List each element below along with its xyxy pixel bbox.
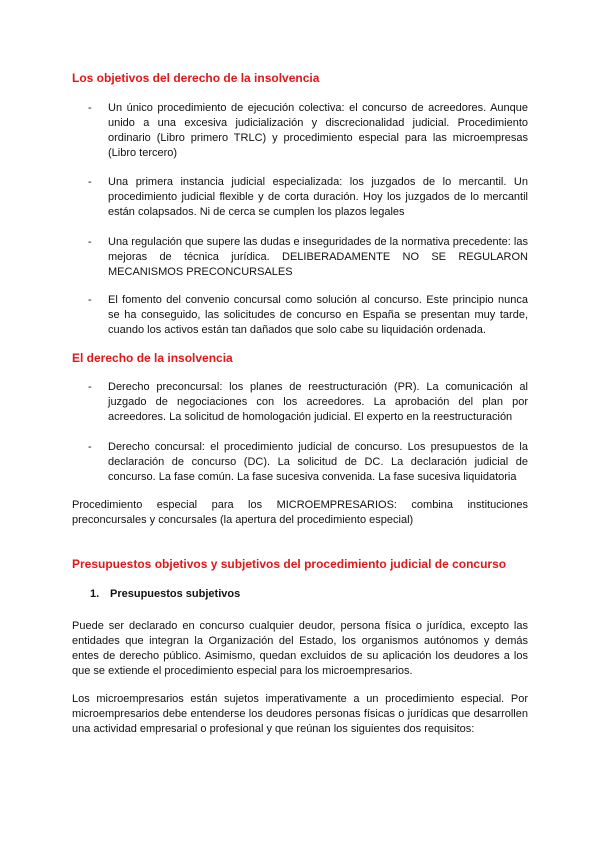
subheading-number: 1. xyxy=(90,588,100,600)
list-dash: - xyxy=(88,102,92,114)
subheading-text: Presupuestos subjetivos xyxy=(110,588,241,600)
list-item xyxy=(88,440,528,485)
list-item-text: Una primera instancia judicial especializada: los juzgados de lo mercantil. Un procedimiento judicial flexible y de corta duración. Hoy los juzgados de lo mercantil están colapsados. Ni de cerca se cumplen los plazos legales xyxy=(108,176,528,218)
list-item-text: El fomento del convenio concursal como solución al concurso. Este principio nunca se ha conseguido, las solicitudes de concurso en España se presentan muy tarde, cuando los activos están tan dañados que solo cabe su liquidación ordenada. xyxy=(108,294,528,336)
list-item xyxy=(88,175,528,220)
list-item xyxy=(88,380,528,425)
list-dash: - xyxy=(88,441,92,453)
list-dash: - xyxy=(88,381,92,393)
list-dash: - xyxy=(88,176,92,188)
list-item xyxy=(88,293,528,338)
subheading-presupuestos-subjetivos xyxy=(90,588,240,600)
list-dash: - xyxy=(88,294,92,306)
list-item-text: Derecho preconcursal: los planes de reestructuración (PR). La comunicación al juzgado de negociaciones con los acreedores. La aprobación del plan por acreedores. La solicitud de homologación judicial. El experto en la reestructuración xyxy=(108,381,528,423)
heading-objetivos: Los objetivos del derecho de la insolvencia xyxy=(72,71,320,85)
list-item xyxy=(88,235,528,280)
heading-presupuestos: Presupuestos objetivos y subjetivos del procedimiento judicial de concurso xyxy=(72,557,507,571)
list-item xyxy=(88,101,528,161)
heading-derecho-insolvencia: El derecho de la insolvencia xyxy=(72,351,233,365)
list-item-text: Derecho concursal: el procedimiento judicial de concurso. Los presupuestos de la declaración de concurso (DC). La solicitud de DC. La declaración judicial de concurso. La fase común. La fase sucesiva convenida. La fase sucesiva liquidatoria xyxy=(108,441,528,483)
paragraph-deudores: Puede ser declarado en concurso cualquier deudor, persona física o jurídica, excepto las entidades que integran la Organización del Estado, los organismos autónomos y demás entes de derecho público. Asimismo, quedan excluidos de su aplicación los deudores a los que se extiende el procedimiento especial para los microempresarios. xyxy=(72,620,528,677)
paragraph-microempresarios-requisitos: Los microempresarios están sujetos imperativamente a un procedimiento especial. Por microempresarios debe entenderse los deudores personas físicas o jurídicas que desarrollen una actividad empresarial o profesional y que reúnan los siguientes dos requisitos: xyxy=(72,693,528,735)
list-item-text: Una regulación que supere las dudas e inseguridades de la normativa precedente: las mejoras de técnica jurídica. DELIBERADAMENTE NO SE REGULARON MECANISMOS PRECONCURSALES xyxy=(108,236,528,278)
list-dash: - xyxy=(88,236,92,248)
paragraph-microempresarios: Procedimiento especial para los MICROEMPRESARIOS: combina instituciones preconcursales y concursales (la apertura del procedimiento especial) xyxy=(72,499,528,526)
list-item-text: Un único procedimiento de ejecución colectiva: el concurso de acreedores. Aunque unido a una excesiva judicialización y discrecionalidad judicial. Procedimiento ordinario (Libro primero TRLC) y procedimiento especial para las microempresas (Libro tercero) xyxy=(108,102,528,159)
